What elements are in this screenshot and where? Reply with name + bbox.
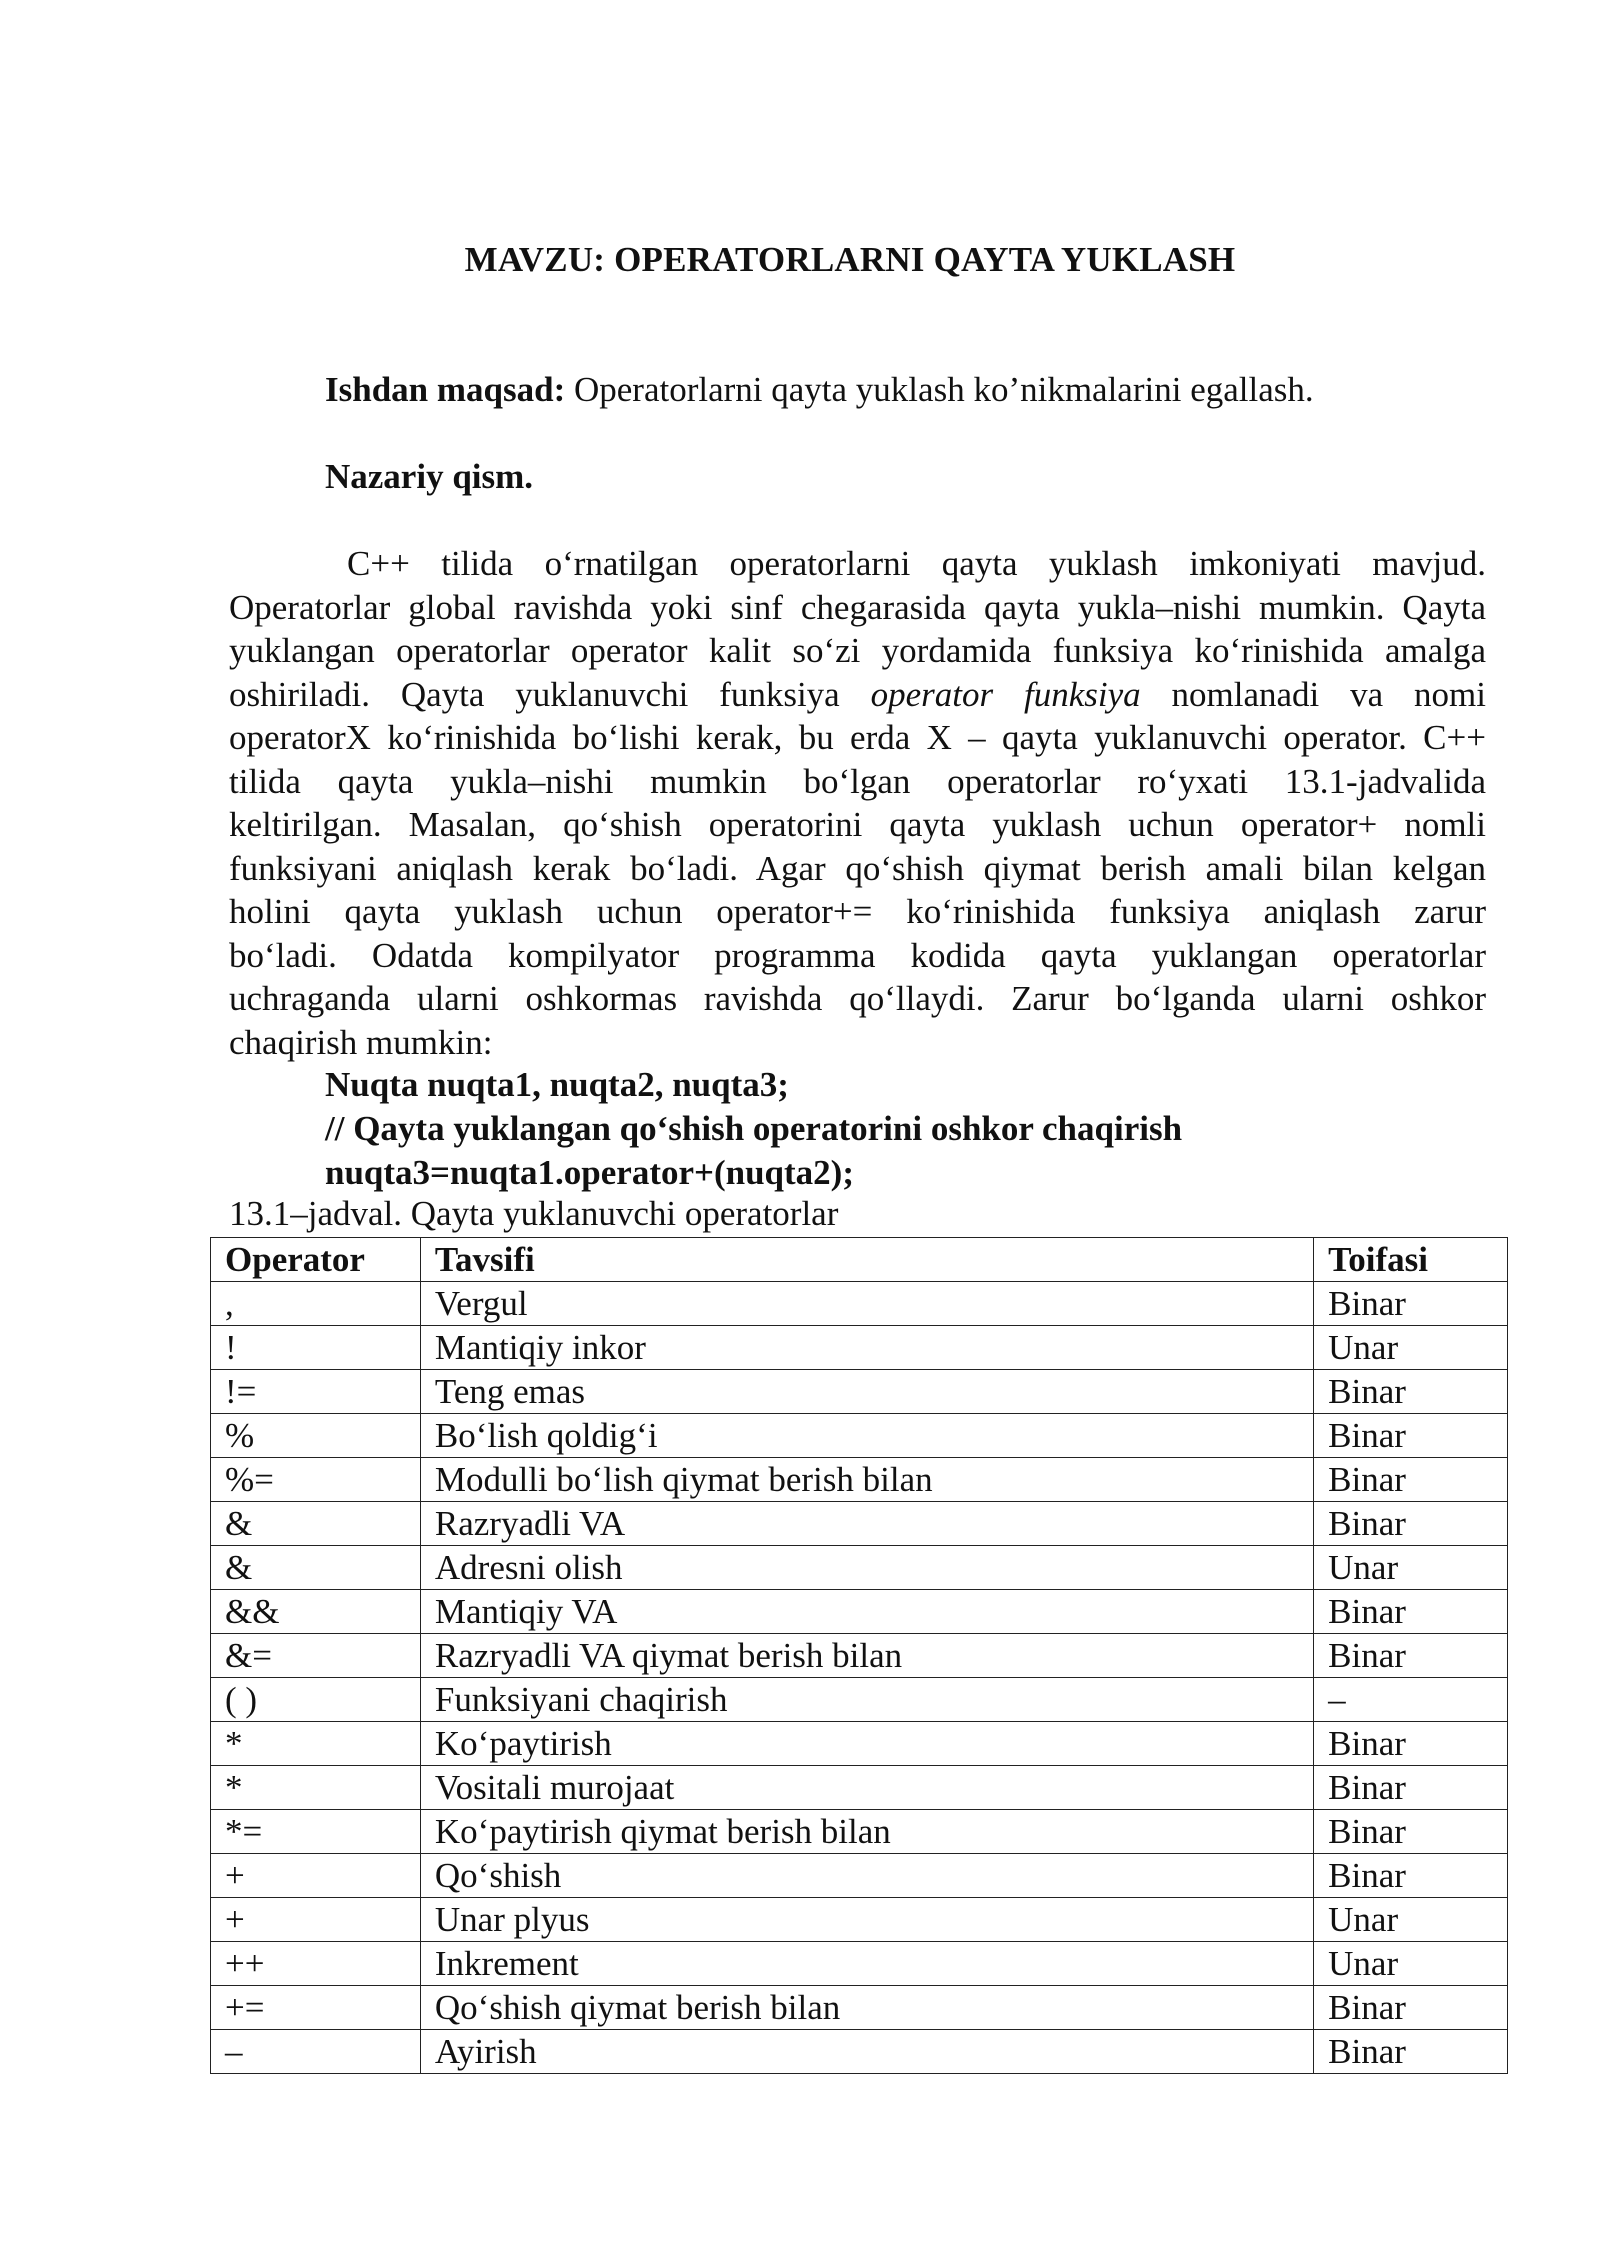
table-row xyxy=(211,1590,1508,1634)
category-cell: Binar xyxy=(1314,1986,1508,2030)
paragraph-line: holini qayta yuklash uchun operator+= ko‘rinishida funksiya aniqlash zarur xyxy=(229,892,1486,931)
category-cell: Binar xyxy=(1314,2030,1508,2074)
operator-cell: %= xyxy=(211,1458,421,1502)
description-cell: Ko‘paytirish xyxy=(420,1722,1313,1766)
description-cell: Unar plyus xyxy=(420,1898,1313,1942)
table-row xyxy=(211,1634,1508,1678)
page-title: MAVZU: OPERATORLARNI QAYTA YUKLASH xyxy=(464,240,1236,279)
paragraph-line: keltirilgan. Masalan, qo‘shish operatorini qayta yuklash uchun operator+ nomli xyxy=(229,805,1486,844)
category-cell: Binar xyxy=(1314,1370,1508,1414)
code-example xyxy=(325,1063,1182,1195)
table-row xyxy=(211,1502,1508,1546)
category-cell: Binar xyxy=(1314,1766,1508,1810)
category-cell: Unar xyxy=(1314,1942,1508,1986)
italic-term: operator funksiya xyxy=(870,674,1141,714)
description-cell: Mantiqiy VA xyxy=(420,1590,1313,1634)
code-line: nuqta3=nuqta1.operator+(nuqta2); xyxy=(325,1153,854,1192)
paragraph-line: bo‘ladi. Odatda kompilyator programma kodida qayta yuklangan operatorlar xyxy=(229,935,1486,975)
purpose-statement xyxy=(325,370,1314,410)
category-cell: Binar xyxy=(1314,1282,1508,1326)
description-cell: Mantiqiy inkor xyxy=(420,1326,1313,1370)
description-cell: Funksiyani chaqirish xyxy=(420,1678,1313,1722)
category-cell: Binar xyxy=(1314,1458,1508,1502)
category-cell: Unar xyxy=(1314,1898,1508,1942)
description-cell: Qo‘shish qiymat berish bilan xyxy=(420,1986,1313,2030)
category-cell: Binar xyxy=(1314,1722,1508,1766)
description-cell: Inkrement xyxy=(420,1942,1313,1986)
paragraph-line: yuklangan operatorlar operator kalit so‘zi yordamida funksiya ko‘rinishida amalga xyxy=(229,631,1486,670)
header-description: Tavsifi xyxy=(420,1238,1313,1282)
table-row xyxy=(211,1810,1508,1854)
paragraph-line: uchraganda ularni oshkormas ravishda qo‘llaydi. Zarur bo‘lganda ularni oshkor xyxy=(229,979,1486,1018)
paragraph-fragment: oshiriladi. Qayta yuklanuvchi funksiya xyxy=(229,674,871,714)
table-row xyxy=(211,1942,1508,1986)
operator-cell: * xyxy=(211,1722,421,1766)
paragraph-line: C++ tilida o‘rnatilgan operatorlarni qayta yuklash imkoniyati mavjud. xyxy=(347,544,1486,583)
paragraph-line: chaqirish mumkin: xyxy=(229,1022,493,1062)
table-row xyxy=(211,1986,1508,2030)
table-caption: 13.1–jadval. Qayta yuklanuvchi operatorlar xyxy=(229,1194,839,1233)
category-cell: Binar xyxy=(1314,1414,1508,1458)
paragraph-fragment: nomlanadi va nomi xyxy=(1140,674,1487,714)
operator-cell: & xyxy=(211,1502,421,1546)
category-cell: Binar xyxy=(1314,1502,1508,1546)
operator-cell: *= xyxy=(211,1810,421,1854)
table-row xyxy=(211,1898,1508,1942)
operator-cell: && xyxy=(211,1590,421,1634)
operator-cell: + xyxy=(211,1898,421,1942)
description-cell: Vositali murojaat xyxy=(420,1766,1313,1810)
operator-cell: – xyxy=(211,2030,421,2074)
description-cell: Razryadli VA qiymat berish bilan xyxy=(420,1634,1313,1678)
category-cell: Binar xyxy=(1314,1590,1508,1634)
header-operator: Operator xyxy=(211,1238,421,1282)
description-cell: Modulli bo‘lish qiymat berish bilan xyxy=(420,1458,1313,1502)
paragraph-line: funksiyani aniqlash kerak bo‘ladi. Agar qo‘shish qiymat berish amali bilan kelgan xyxy=(229,848,1486,888)
category-cell: Binar xyxy=(1314,1810,1508,1854)
table-row xyxy=(211,1722,1508,1766)
code-comment: // Qayta yuklangan qo‘shish operatorini oshkor chaqirish xyxy=(325,1109,1183,1148)
operator-cell: != xyxy=(211,1370,421,1414)
table-row xyxy=(211,1458,1508,1502)
table-row xyxy=(211,1414,1508,1458)
table-row xyxy=(211,1370,1508,1414)
paragraph-line: tilida qayta yukla–nishi mumkin bo‘lgan operatorlar ro‘yxati 13.1-jadvalida xyxy=(229,761,1486,801)
theory-heading: Nazariy qism. xyxy=(325,457,534,496)
table-row xyxy=(211,1282,1508,1326)
table-row xyxy=(211,1854,1508,1898)
operator-cell: &= xyxy=(211,1634,421,1678)
operator-cell: += xyxy=(211,1986,421,2030)
description-cell: Razryadli VA xyxy=(420,1502,1313,1546)
description-cell: Adresni olish xyxy=(420,1546,1313,1590)
purpose-text: Operatorlarni qayta yuklash ko’nikmalarini egallash. xyxy=(565,370,1314,409)
category-cell: Binar xyxy=(1314,1634,1508,1678)
operator-cell: + xyxy=(211,1854,421,1898)
operator-cell: ( ) xyxy=(211,1678,421,1722)
table-row xyxy=(211,2030,1508,2074)
header-category: Toifasi xyxy=(1314,1238,1508,1282)
description-cell: Bo‘lish qoldig‘i xyxy=(420,1414,1313,1458)
theory-paragraph xyxy=(229,542,1486,1064)
operator-cell: % xyxy=(211,1414,421,1458)
category-cell: Binar xyxy=(1314,1854,1508,1898)
operator-cell: , xyxy=(211,1282,421,1326)
code-line: Nuqta nuqta1, nuqta2, nuqta3; xyxy=(325,1065,789,1104)
table-row xyxy=(211,1678,1508,1722)
description-cell: Ayirish xyxy=(420,2030,1313,2074)
table-row xyxy=(211,1766,1508,1810)
paragraph-line: Operatorlar global ravishda yoki sinf chegarasida qayta yukla–nishi mumkin. Qayta xyxy=(229,587,1486,627)
paragraph-line: operatorX ko‘rinishida bo‘lishi kerak, bu erda X – qayta yuklanuvchi operator. C++ xyxy=(229,718,1486,757)
description-cell: Vergul xyxy=(420,1282,1313,1326)
table-row xyxy=(211,1326,1508,1370)
paragraph-line xyxy=(229,673,1486,717)
operator-cell: * xyxy=(211,1766,421,1810)
description-cell: Teng emas xyxy=(420,1370,1313,1414)
category-cell: Unar xyxy=(1314,1546,1508,1590)
category-cell: Unar xyxy=(1314,1326,1508,1370)
category-cell: – xyxy=(1314,1678,1508,1722)
operator-cell: & xyxy=(211,1546,421,1590)
table-header-row xyxy=(211,1238,1508,1282)
description-cell: Qo‘shish xyxy=(420,1854,1313,1898)
operator-cell: ! xyxy=(211,1326,421,1370)
operators-table xyxy=(210,1237,1508,2074)
table-row xyxy=(211,1546,1508,1590)
operator-cell: ++ xyxy=(211,1942,421,1986)
purpose-label: Ishdan maqsad: xyxy=(325,370,566,409)
description-cell: Ko‘paytirish qiymat berish bilan xyxy=(420,1810,1313,1854)
